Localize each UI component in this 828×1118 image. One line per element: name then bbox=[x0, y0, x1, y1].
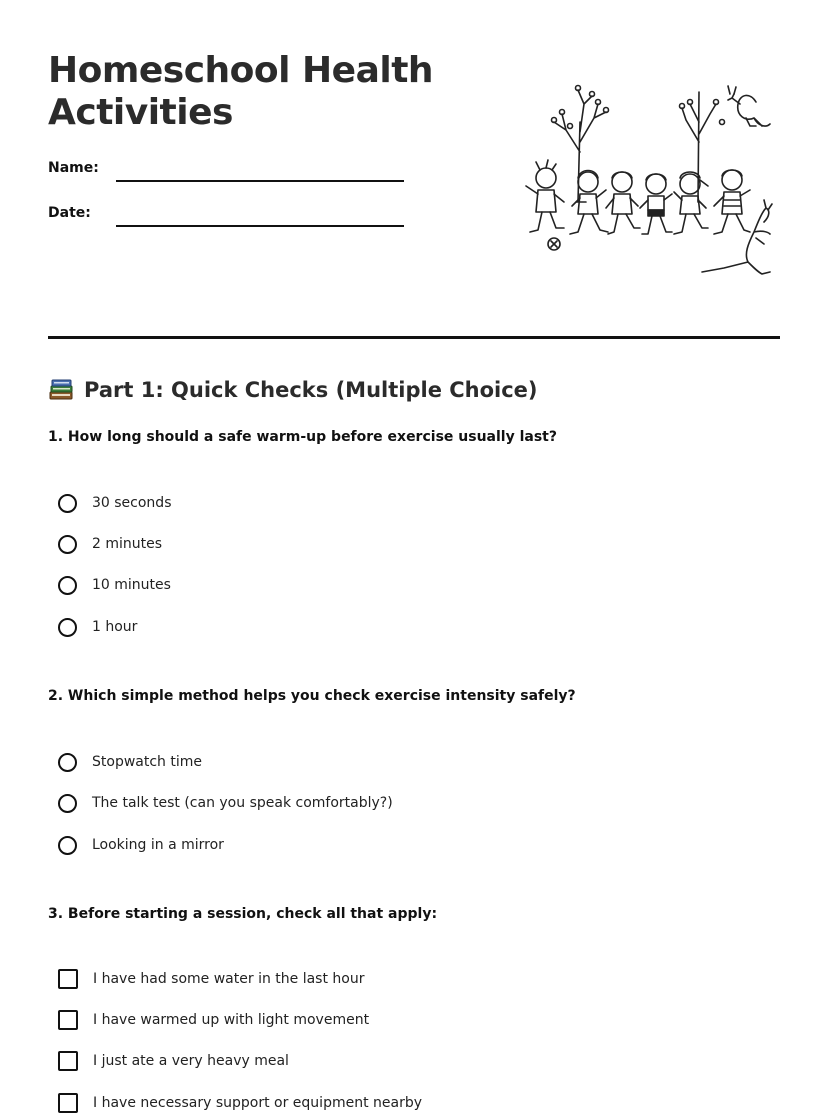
question-2: 2. Which simple method helps you check exercise intensity safely? bbox=[48, 688, 576, 704]
worksheet-title-line-1: Homeschool Health bbox=[48, 50, 434, 91]
q2-option-2-label: The talk test (can you speak comfortably?) bbox=[92, 795, 393, 811]
radio-button[interactable] bbox=[58, 494, 77, 513]
name-label: Name: bbox=[48, 160, 99, 176]
q2-option-3-label: Looking in a mirror bbox=[92, 837, 224, 853]
name-write-line[interactable] bbox=[116, 180, 404, 182]
q3-option-4-label: I have necessary support or equipment nearby bbox=[93, 1095, 423, 1111]
checkbox[interactable] bbox=[58, 969, 78, 989]
worksheet-title bbox=[48, 50, 433, 134]
radio-button[interactable] bbox=[58, 535, 77, 554]
q1-option-4[interactable] bbox=[58, 614, 137, 640]
question-1: 1. How long should a safe warm-up before exercise usually last? bbox=[48, 429, 557, 445]
question-3: 3. Before starting a session, check all that apply: bbox=[48, 906, 438, 922]
q2-option-1[interactable] bbox=[58, 749, 202, 775]
section-divider bbox=[48, 336, 780, 339]
q2-option-1-label: Stopwatch time bbox=[92, 754, 202, 770]
q2-option-3[interactable] bbox=[58, 832, 224, 858]
part1-title: Part 1: Quick Checks (Multiple Choice) bbox=[84, 378, 538, 402]
q2-option-2[interactable] bbox=[58, 790, 393, 816]
q1-option-1[interactable] bbox=[58, 490, 172, 516]
date-label: Date: bbox=[48, 205, 91, 221]
radio-button[interactable] bbox=[58, 836, 77, 855]
q3-option-4[interactable] bbox=[58, 1090, 422, 1116]
q1-option-1-label: 30 seconds bbox=[92, 495, 172, 511]
radio-button[interactable] bbox=[58, 576, 77, 595]
worksheet-title-line-2: Activities bbox=[48, 92, 233, 133]
checkbox[interactable] bbox=[58, 1093, 78, 1113]
q1-option-2-label: 2 minutes bbox=[92, 536, 163, 552]
books-icon bbox=[48, 378, 74, 402]
q1-option-3-label: 10 minutes bbox=[92, 577, 171, 593]
q1-option-3[interactable] bbox=[58, 572, 171, 598]
radio-button[interactable] bbox=[58, 753, 77, 772]
radio-button[interactable] bbox=[58, 618, 77, 637]
q3-option-1-label: I have had some water in the last hour bbox=[93, 971, 365, 987]
checkbox[interactable] bbox=[58, 1051, 78, 1071]
q3-option-3[interactable] bbox=[58, 1048, 289, 1074]
children-running-illustration bbox=[518, 82, 773, 282]
q1-option-2[interactable] bbox=[58, 531, 162, 557]
q1-option-4-label: 1 hour bbox=[92, 619, 138, 635]
name-field bbox=[48, 160, 408, 190]
part1-header bbox=[48, 374, 538, 406]
date-field bbox=[48, 205, 408, 235]
checkbox[interactable] bbox=[58, 1010, 78, 1030]
q3-option-2[interactable] bbox=[58, 1007, 369, 1033]
q3-option-1[interactable] bbox=[58, 966, 364, 992]
radio-button[interactable] bbox=[58, 794, 77, 813]
date-write-line[interactable] bbox=[116, 225, 404, 227]
q3-option-3-label: I just ate a very heavy meal bbox=[93, 1053, 289, 1069]
q3-option-2-label: I have warmed up with light movement bbox=[93, 1012, 370, 1028]
